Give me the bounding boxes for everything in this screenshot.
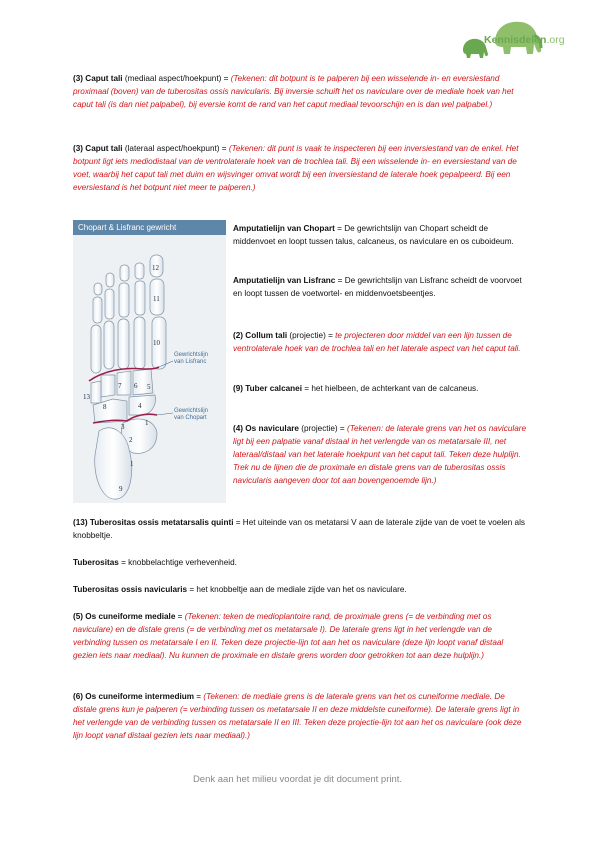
instruction: te projecteren door middel van een lijn tussen de ventrolaterale hoek van de trochlea tali en het laterale aspect van het caput tali.: [233, 331, 521, 353]
paragraph-tuberositas: [73, 556, 528, 569]
instruction: (Tekenen: de mediale grens is de laterale grens van het os cuneiforme mediale. De distale grens kun je palperen (= verbinding tussen os metatarsale II en deze middelste cuneiforme). De laterale grens ligt in het verlengde van de verbinding tussen os metatarsale II en III. Teken deze projectie-lijn tot aan het os naviculare (ook deze lijn loopt vanaf distaal gezien iets naar mediaal).): [73, 692, 522, 740]
definition: = knobbelachtige verhevenheid.: [118, 558, 237, 567]
bone-number: 5: [147, 383, 151, 391]
paragraph-tuberositas-navicularis: [73, 583, 528, 596]
term: Tuberositas ossis navicularis: [73, 585, 188, 594]
footer-note: Denk aan het milieu voordat je dit document print.: [192, 774, 403, 785]
term: (3) Caput tali: [73, 74, 123, 83]
qualifier: (projectie) =: [298, 424, 347, 433]
bone-number: 8: [103, 403, 107, 411]
term: (3) Caput tali: [73, 144, 123, 153]
bone-number: 11: [153, 295, 160, 303]
instruction: (Tekenen: dit punt is vaak te inspecteren bij een inversiestand van de enkel. Het botpunt ligt iets mediodistaal van de ventrolaterale hoek van de trochlea tali. Bij een wisselende in- en eversiestand van de voet, waarbij het caput tali met duim en wijsvinger omvat wordt bij een inversiestand de laterale hoek gepalpeerd. Bij een eversiestand is het botpunt niet meer te palperen.): [73, 144, 519, 192]
term: (9) Tuber calcanei: [233, 384, 303, 393]
qualifier: =: [175, 612, 185, 621]
term: Amputatielijn van Chopart: [233, 224, 335, 233]
qualifier: (projectie) =: [287, 331, 336, 340]
label-lisfranc: Gewrichtslijn van Lisfranc: [174, 352, 209, 365]
logo-tld: .org: [546, 34, 565, 46]
bone-number: 1: [130, 460, 134, 468]
bone-number: 13: [83, 393, 90, 401]
paragraph-tuberositas-quinti: [73, 516, 528, 542]
paragraph-caput-tali-lateraal: [73, 142, 528, 194]
definition: = het hielbeen, de achterkant van de calcaneus.: [302, 384, 479, 393]
foot-skeleton-illustration: [73, 235, 226, 503]
qualifier: =: [194, 692, 204, 701]
definition: = De gewrichtslijn van Chopart scheidt de middenvoet en loopt tussen talus, calcaneus, os naviculare en os cuboideum.: [233, 224, 514, 246]
bone-number: 12: [152, 264, 159, 272]
paragraph-tuber-calcanei: [233, 382, 529, 395]
logo-name: Kennisdelen: [484, 34, 547, 46]
paragraph-chopart: [233, 222, 529, 248]
bone-number: 10: [153, 339, 160, 347]
bone-number: 6: [134, 382, 138, 390]
paragraph-os-naviculare: [233, 422, 529, 487]
instruction: (Tekenen: de laterale grens van het os naviculare ligt bij een palpatie vanaf distaal in het verlengde van os metatarsale III, net lateraal/distaal van het laterale hoekpunt van het caput tali. Teken deze hulplijn. Trek nu de lijnen die de proximale en distale grens van de tuberositas ossis navicularis aangeven door tot aan bovengenoemde lijn.): [233, 424, 527, 485]
bone-number: 9: [119, 485, 123, 493]
definition: = het knobbeltje aan de mediale zijde van het os naviculare.: [187, 585, 407, 594]
paragraph-cuneiforme-mediale: [73, 610, 528, 662]
term: Amputatielijn van Lisfranc: [233, 276, 336, 285]
term: (6) Os cuneiforme intermedium: [73, 692, 195, 701]
term: (13) Tuberositas ossis metatarsalis quinti: [73, 518, 234, 527]
term: Tuberositas: [73, 558, 119, 567]
bone-number: 1: [145, 419, 149, 427]
instruction: (Tekenen: teken de medioplantoire rand, de proximale grens (= de verbinding met os naviculare) en de distale grens (= de verbinding met os metatarsale I). De laterale grens ligt in het verlengde van de verbinding tussen os metatarsale I en II. Teken deze projectie-lijn tot aan het os naviculare (deze lijn loopt vanaf distaal gezien iets naar mediaal). Nu kunnen de proximale en distale grens worden door getrokken tot aan deze hulplijn.): [73, 612, 504, 660]
bone-number: 4: [138, 402, 142, 410]
definition: = De gewrichtslijn van Lisfranc scheidt de voorvoet en loopt tussen de voetwortel- en middenvoetsbeentjes.: [233, 276, 522, 298]
chopart-lisfranc-figure: [73, 220, 226, 503]
figure-title: Chopart & Lisfranc gewricht: [73, 220, 226, 235]
label-chopart: Gewrichtslijn van Chopart: [174, 408, 209, 421]
term: (2) Collum tali: [233, 331, 288, 340]
term: (4) Os naviculare: [233, 424, 299, 433]
bone-number: 2: [129, 436, 133, 444]
paragraph-lisfranc: [233, 274, 529, 300]
instruction: (Tekenen: dit botpunt is te palperen bij een wisselende in- en eversiestand proximaal (boven) van de tuberositas ossis navicularis. Bij inversie schuift het os naviculare over de mediale hoek van het caput tali (is dan niet palpabel), bij eversie komt de rand van het caput mediaal tevoorschijn en is dan wel palpabel.): [73, 74, 514, 109]
bone-number: 7: [118, 382, 122, 390]
qualifier: (mediaal aspect/hoekpunt) =: [122, 74, 231, 83]
paragraph-collum-tali: [233, 329, 529, 355]
qualifier: (lateraal aspect/hoekpunt) =: [122, 144, 229, 153]
bone-number: 3: [121, 423, 125, 431]
term: (5) Os cuneiforme mediale: [73, 612, 176, 621]
paragraph-caput-tali-mediaal: [73, 72, 528, 111]
definition: = Het uiteinde van os metatarsi V aan de laterale zijde van de voet te voelen als knobbeltje.: [73, 518, 525, 540]
paragraph-cuneiforme-intermedium: [73, 690, 528, 742]
